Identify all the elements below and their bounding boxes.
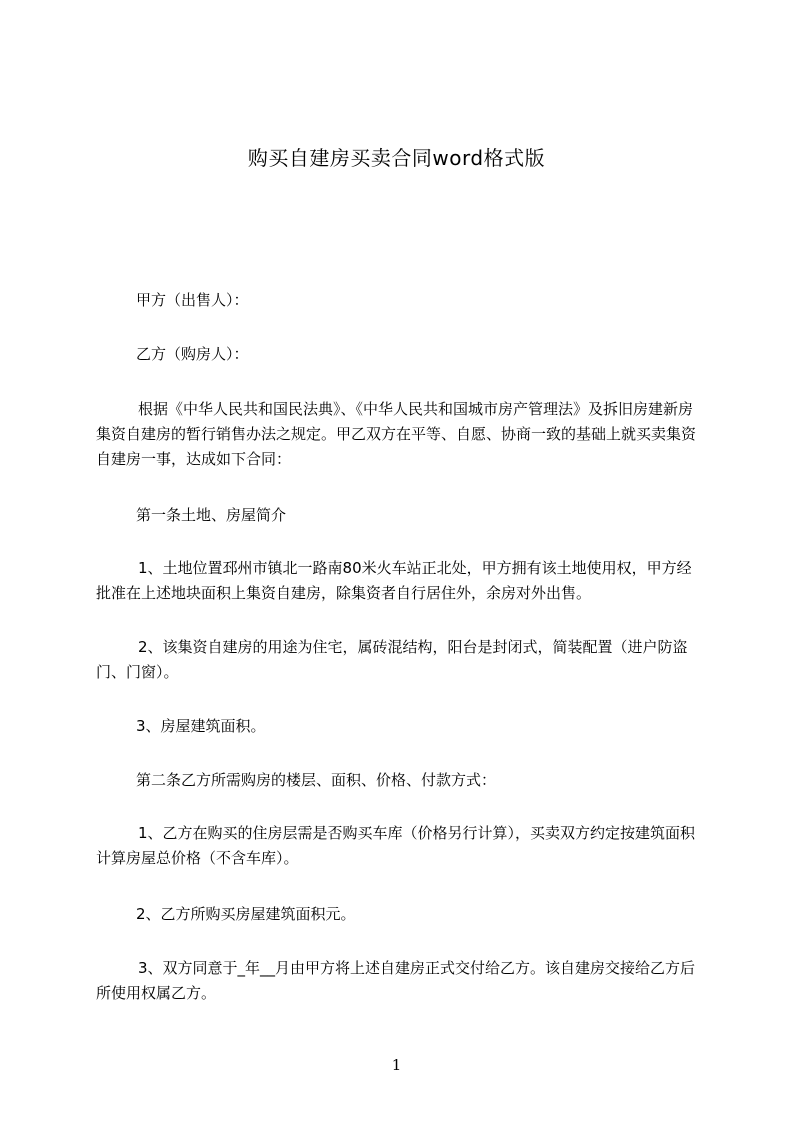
article-2-item-3: 3、双方同意于_年__月由甲方将上述自建房正式交付给乙方。该自建房交接给乙方后所使用权属乙方。 <box>96 959 696 1002</box>
page-number: 1 <box>391 1056 402 1074</box>
article-2-heading: 第二条乙方所需购房的楼层、面积、价格、付款方式： <box>136 771 497 789</box>
article-1-heading: 第一条土地、房屋简介 <box>136 506 287 524</box>
article-1-item-2: 2、该集资自建房的用途为住宅，属砖混结构，阳台是封闭式，简装配置（进户防盗门、门窗）。 <box>96 638 688 681</box>
preamble-paragraph: 根据《中华人民共和国民法典》、《中华人民共和国城市房产管理法》及拆旧房建新房集资自建房的暂行销售办法之规定。甲乙双方在平等、自愿、协商一致的基础上就买卖集资自建房一事，达成如下合同： <box>96 400 697 468</box>
article-2-item-1: 1、乙方在购买的住房层需是否购买车库（价格另行计算），买卖双方约定按建筑面积计算房屋总价格（不含车库）。 <box>96 824 696 867</box>
article-1-item-3: 3、房屋建筑面积。 <box>136 717 266 735</box>
article-2-item-2: 2、乙方所购买房屋建筑面积元。 <box>136 905 356 923</box>
article-1-item-1: 1、土地位置邳州市镇北一路南80米火车站正北处，甲方拥有该土地使用权，甲方经批准在上述地块面积上集资自建房，除集资者自行居住外，余房对外出售。 <box>96 559 692 602</box>
party-a-line: 甲方（出售人）： <box>136 291 249 309</box>
party-b-line: 乙方（购房人）： <box>136 345 249 363</box>
document-title: 购买自建房买卖合同word格式版 <box>247 146 546 170</box>
